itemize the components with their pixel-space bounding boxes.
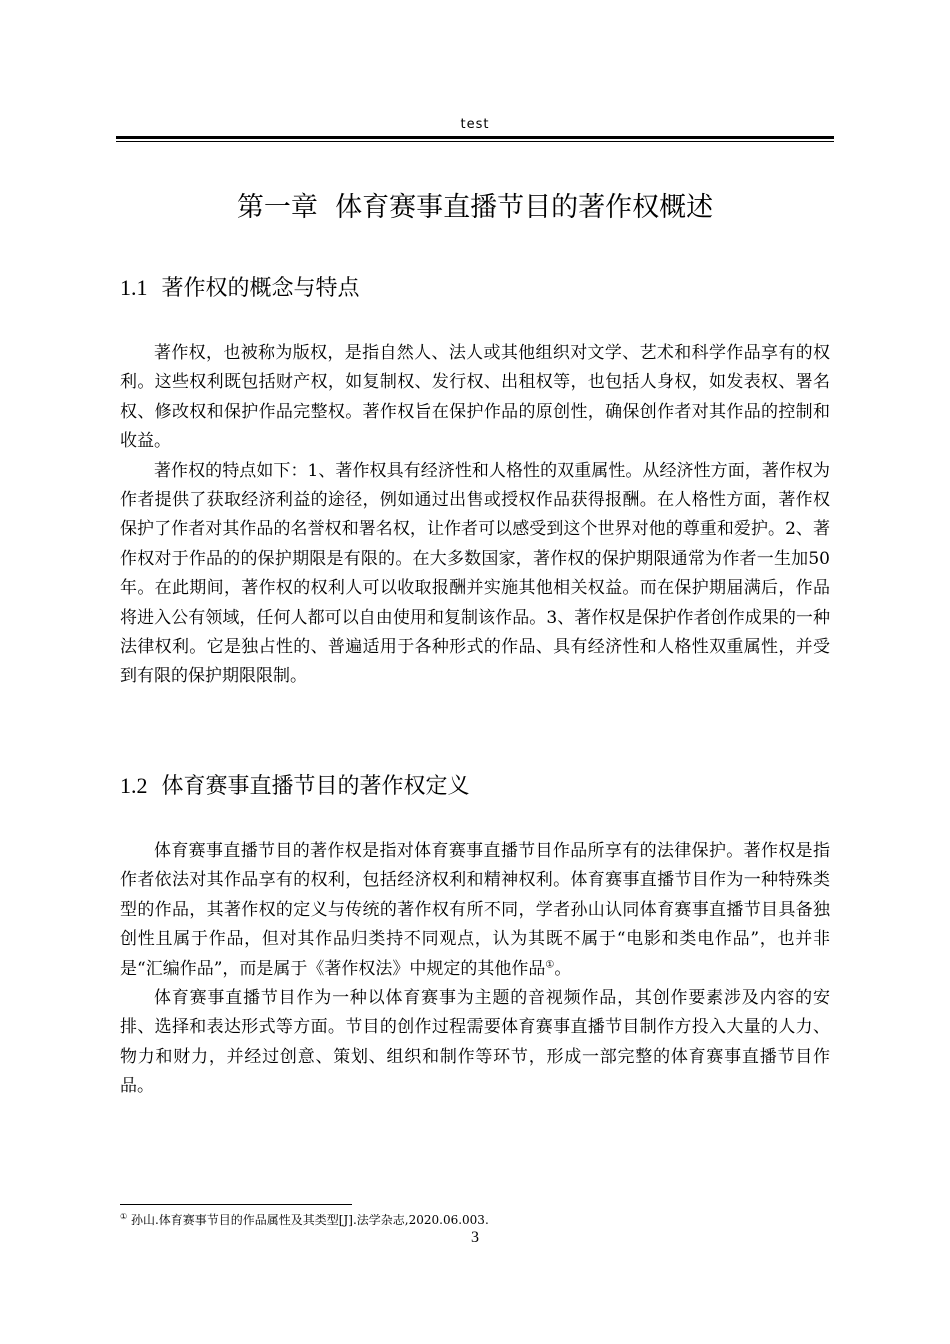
section-title: 体育赛事直播节目的著作权定义 — [161, 774, 470, 799]
footnote-text: 孙山.体育赛事节目的作品属性及其类型[J].法学杂志,2020.06.003. — [127, 1213, 489, 1227]
section-heading-1-2 — [120, 770, 830, 803]
paragraph: 体育赛事直播节目作为一种以体育赛事为主题的音视频作品，其创作要素涉及内容的安排、选择和表达形式等方面。节目的创作过程需要体育赛事直播节目制作方投入大量的人力、物力和财力，并经过创意、策划、组织和制作等环节，形成一部完整的体育赛事直播节目作品。 — [120, 988, 830, 1097]
section-number: 1.2 — [120, 773, 148, 798]
section-1-1-body — [120, 339, 830, 692]
footnote — [120, 1212, 830, 1228]
paragraph: 著作权，也被称为版权，是指自然人、法人或其他组织对文学、艺术和科学作品享有的权利。这些权利既包括财产权，如复制权、发行权、出租权等，也包括人身权，如发表权、署名权、修改权和保护作品完整权。著作权旨在保护作品的原创性，确保创作者对其作品的控制和收益。 — [120, 343, 830, 452]
chapter-title: 第一章 体育赛事直播节目的著作权概述 — [236, 192, 714, 223]
section-heading-1-1 — [120, 272, 830, 305]
running-header: test — [460, 117, 490, 132]
footnote-mark: ① — [120, 1212, 128, 1221]
page-number: 3 — [471, 1229, 479, 1246]
section-1-2-body — [120, 837, 830, 1102]
section-title: 著作权的概念与特点 — [161, 276, 360, 301]
section-number: 1.1 — [120, 275, 148, 300]
paragraph-end: 。 — [554, 958, 572, 979]
paragraph — [120, 837, 830, 984]
header-rule — [116, 136, 834, 142]
paragraph: 著作权的特点如下：1、著作权具有经济性和人格性的双重属性。从经济性方面，著作权为作者提供了获取经济利益的途径，例如通过出售或授权作品获得报酬。在人格性方面，著作权保护了作者对其作品的名誉权和署名权，让作者可以感受到这个世界对他的尊重和爱护。2、著作权对于作品的的保护期限是有限的。在大多数国家，著作权的保护期限通常为作者一生加50年。在此期间，著作权的权利人可以收取报酬并实施其他相关权益。而在保护期届满后，作品将进入公有领域，任何人都可以自由使用和复制该作品。3、著作权是保护作者创作成果的一种法律权利。它是独占性的、普遍适用于各种形式的作品、具有经济性和人格性双重属性，并受到有限的保护期限限制。 — [120, 460, 830, 687]
footnote-rule — [120, 1204, 352, 1205]
footnote-reference[interactable]: ① — [545, 958, 555, 970]
paragraph-text: 体育赛事直播节目的著作权是指对体育赛事直播节目作品所享有的法律保护。著作权是指作者依法对其作品享有的权利，包括经济权利和精神权利。体育赛事直播节目作为一种特殊类型的作品，其著作权的定义与传统的著作权有所不同，学者孙山认同体育赛事直播节目具备独创性且属于作品，但对其作品归类持不同观点，认为其既不属于“电影和类电作品”，也并非是“汇编作品”，而是属于《著作权法》中规定的其他作品 — [120, 841, 830, 979]
